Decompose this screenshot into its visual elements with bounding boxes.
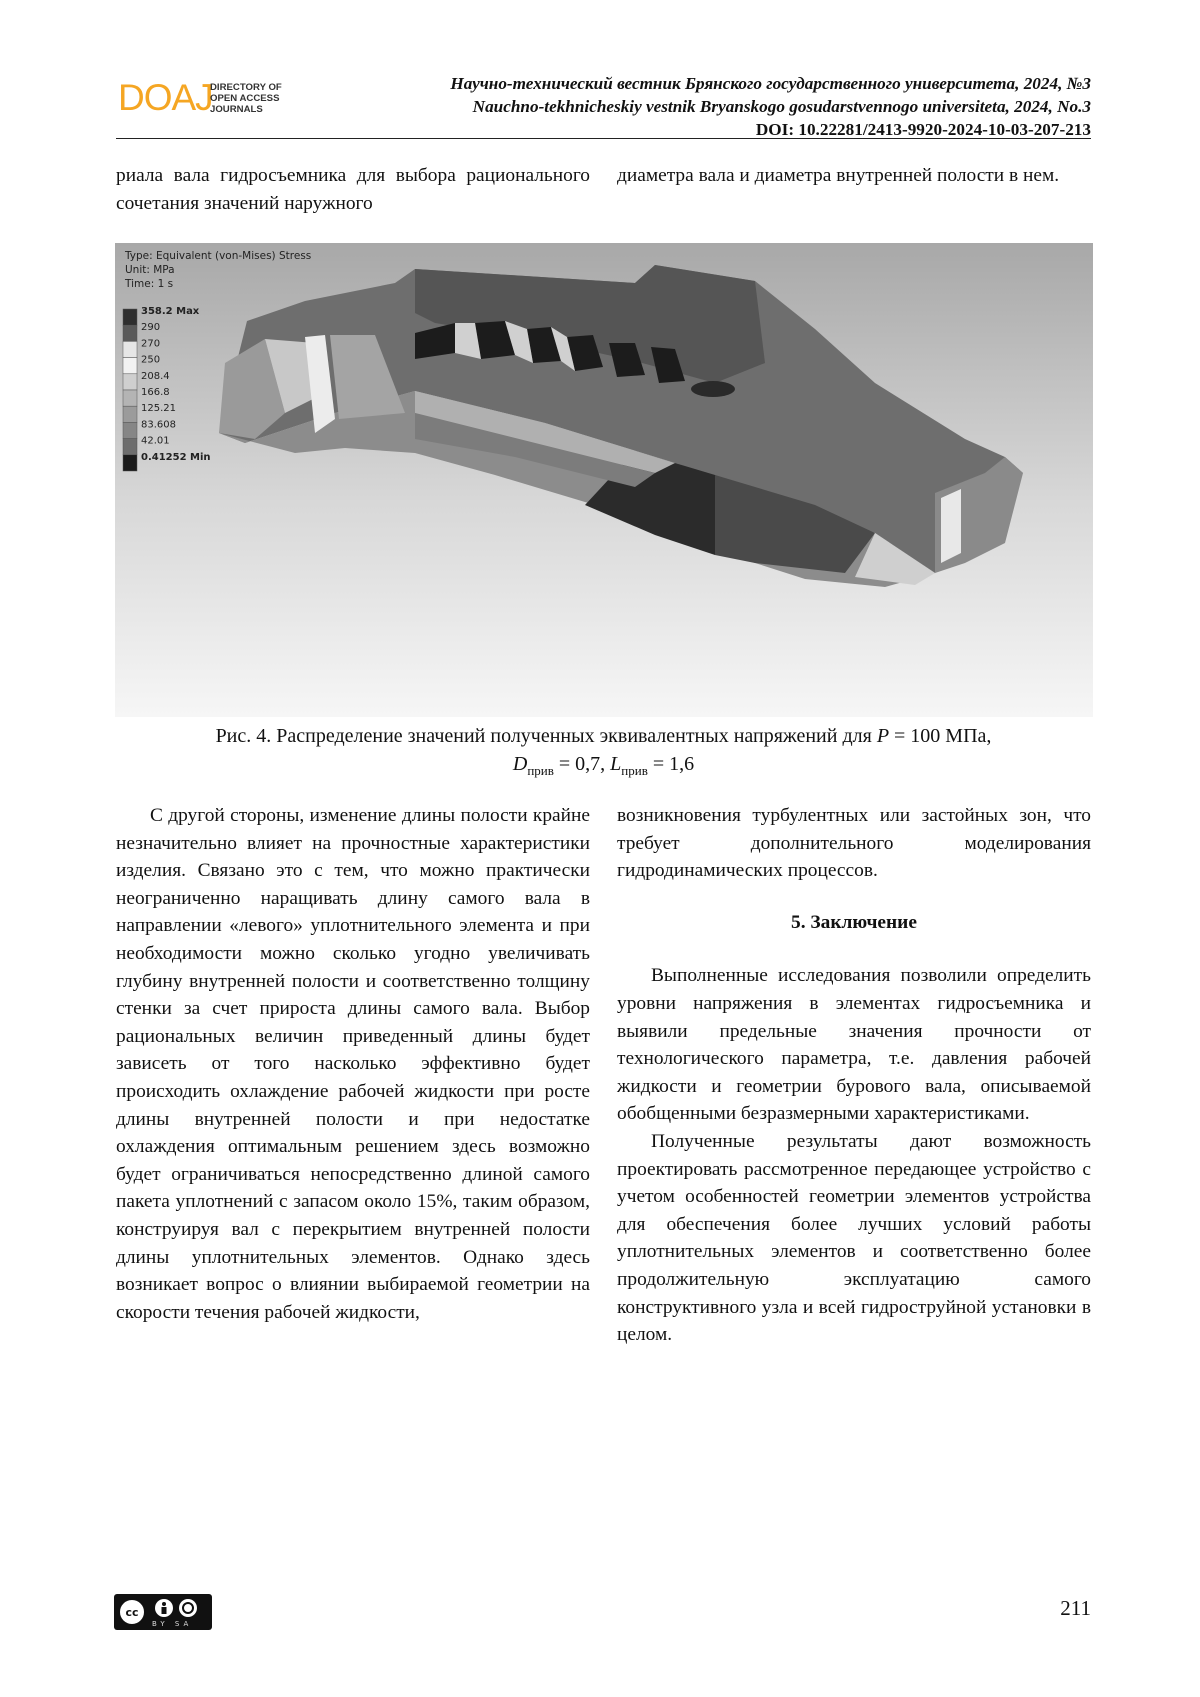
caption-line-2: $D_{прив} = 0,7$, $L_{прив} = 1,6$ — [512, 753, 695, 778]
legend-swatch — [123, 358, 137, 374]
journal-title-en: Nauchno-tekhnicheskiy vestnik Bryanskogo gosudarstvennogo universiteta, 2024, No.3 — [472, 97, 1091, 116]
legend-label: 250 — [141, 354, 161, 366]
license-text: BY SA — [152, 1620, 193, 1628]
paragraph-cavity-length: С другой стороны, изменение длины полости крайне незначительно влияет на прочностные характеристики изделия. Связано это с тем, что можно практически неограниченно наращивать длину самого вала в направлении «левого» уплотнительного элемента и при необходимости можно сколько угодно увеличивать глубину внутренней полости и соответственно толщину стенки за счет прироста длины самого вала. Выбор рациональных величин приведенный длины будет зависеть от того насколько эффективно будет происходить охлаждение рабочей жидкости при росте длины внутренней полости и при недостатке охлаждения оптимальным решением здесь возможно будет ограничиваться непосредственно длиной самого пакета уплотнений с запасом около 15%, таким образом, конструируя вал с перекрытием внутренней полости длины уплотнительных элементов. Однако здесь возникает вопрос о влиянии выбираемой геометрии на скорости течения рабочей жидкости, — [116, 805, 590, 1323]
doaj-logo — [118, 78, 296, 122]
legend-label: 290 — [141, 322, 161, 334]
doi-line: DOI: 10.22281/2413-9920-2024-10-03-207-213 — [755, 120, 1091, 139]
fea-result-type: Type: Equivalent (von-Mises) Stress — [125, 250, 312, 262]
legend-label: 0.41252 Min — [141, 451, 211, 463]
top-text-right — [617, 162, 1091, 190]
legend-swatch — [123, 374, 137, 390]
doaj-logo-subtitle: DIRECTORY OF OPEN ACCESS JOURNALS — [210, 82, 282, 115]
legend-label: 125.21 — [141, 403, 176, 415]
paragraph-continuation-left: риала вала гидросъемника для выбора рационального сочетания значений наружного — [116, 165, 590, 214]
doaj-logo-word: DOAJ — [118, 77, 213, 118]
legend-swatch — [123, 309, 137, 325]
legend-swatch — [123, 439, 137, 455]
legend-label: 166.8 — [141, 387, 170, 398]
figure-caption — [116, 722, 1091, 785]
header-rule — [116, 138, 1091, 139]
paragraph-continuation: возникновения турбулентных или застойных зон, что требует дополнительного моделирования гидродинамических процессов. — [617, 805, 1091, 882]
legend-swatch — [123, 422, 137, 438]
legend-label: 208.4 — [141, 370, 170, 382]
legend-label: 270 — [141, 338, 161, 350]
top-text-left — [116, 162, 590, 217]
journal-header — [450, 72, 1091, 141]
body-left-column — [116, 802, 590, 1326]
legend-swatch — [123, 341, 137, 357]
svg-text:cc: cc — [125, 1606, 139, 1619]
body-right-column — [617, 802, 1091, 1349]
fea-unit: Unit: MPa — [125, 264, 175, 276]
page-number: 211 — [1060, 1596, 1091, 1620]
legend-label: 42.01 — [141, 435, 170, 447]
legend-label: 83.608 — [141, 419, 176, 431]
fea-render — [115, 243, 1093, 717]
cc-by-sa-badge — [114, 1594, 212, 1630]
section-title-conclusion: 5. Заключение — [791, 911, 917, 933]
fea-stress-figure — [115, 243, 1093, 717]
caption-line-1: Рис. 4. Распределение значений полученных эквивалентных напряжений для P = 100 МПа, — [215, 725, 992, 747]
paragraph-continuation-right: диаметра вала и диаметра внутренней полости в нем. — [617, 165, 1060, 186]
journal-title-ru: Научно-технический вестник Брянского государственного университета, 2024, №3 — [450, 74, 1091, 93]
paragraph-conclusion-1: Выполненные исследования позволили определить уровни напряжения в элементах гидросъемника и выявили предельные значения прочности от технологического параметра, т.е. давления рабочей жидкости и геометрии бурового вала, описываемой обобщенными безразмерными характеристиками. — [617, 965, 1091, 1125]
legend-swatch — [123, 406, 137, 422]
legend-label: 358.2 Max — [141, 306, 200, 317]
fea-time: Time: 1 s — [125, 278, 174, 290]
legend-swatch — [123, 325, 137, 341]
legend-swatch — [123, 390, 137, 406]
legend-swatch — [123, 455, 137, 471]
paragraph-conclusion-2: Полученные результаты дают возможность проектировать рассмотренное передающее устройство с учетом особенностей геометрии элементов устройства для обеспечения более лучших условий работы уплотнительных элементов и соответственно более продолжительную эксплуатацию самого конструктивного узла и всей гидроструйной установки в целом. — [617, 1130, 1091, 1346]
